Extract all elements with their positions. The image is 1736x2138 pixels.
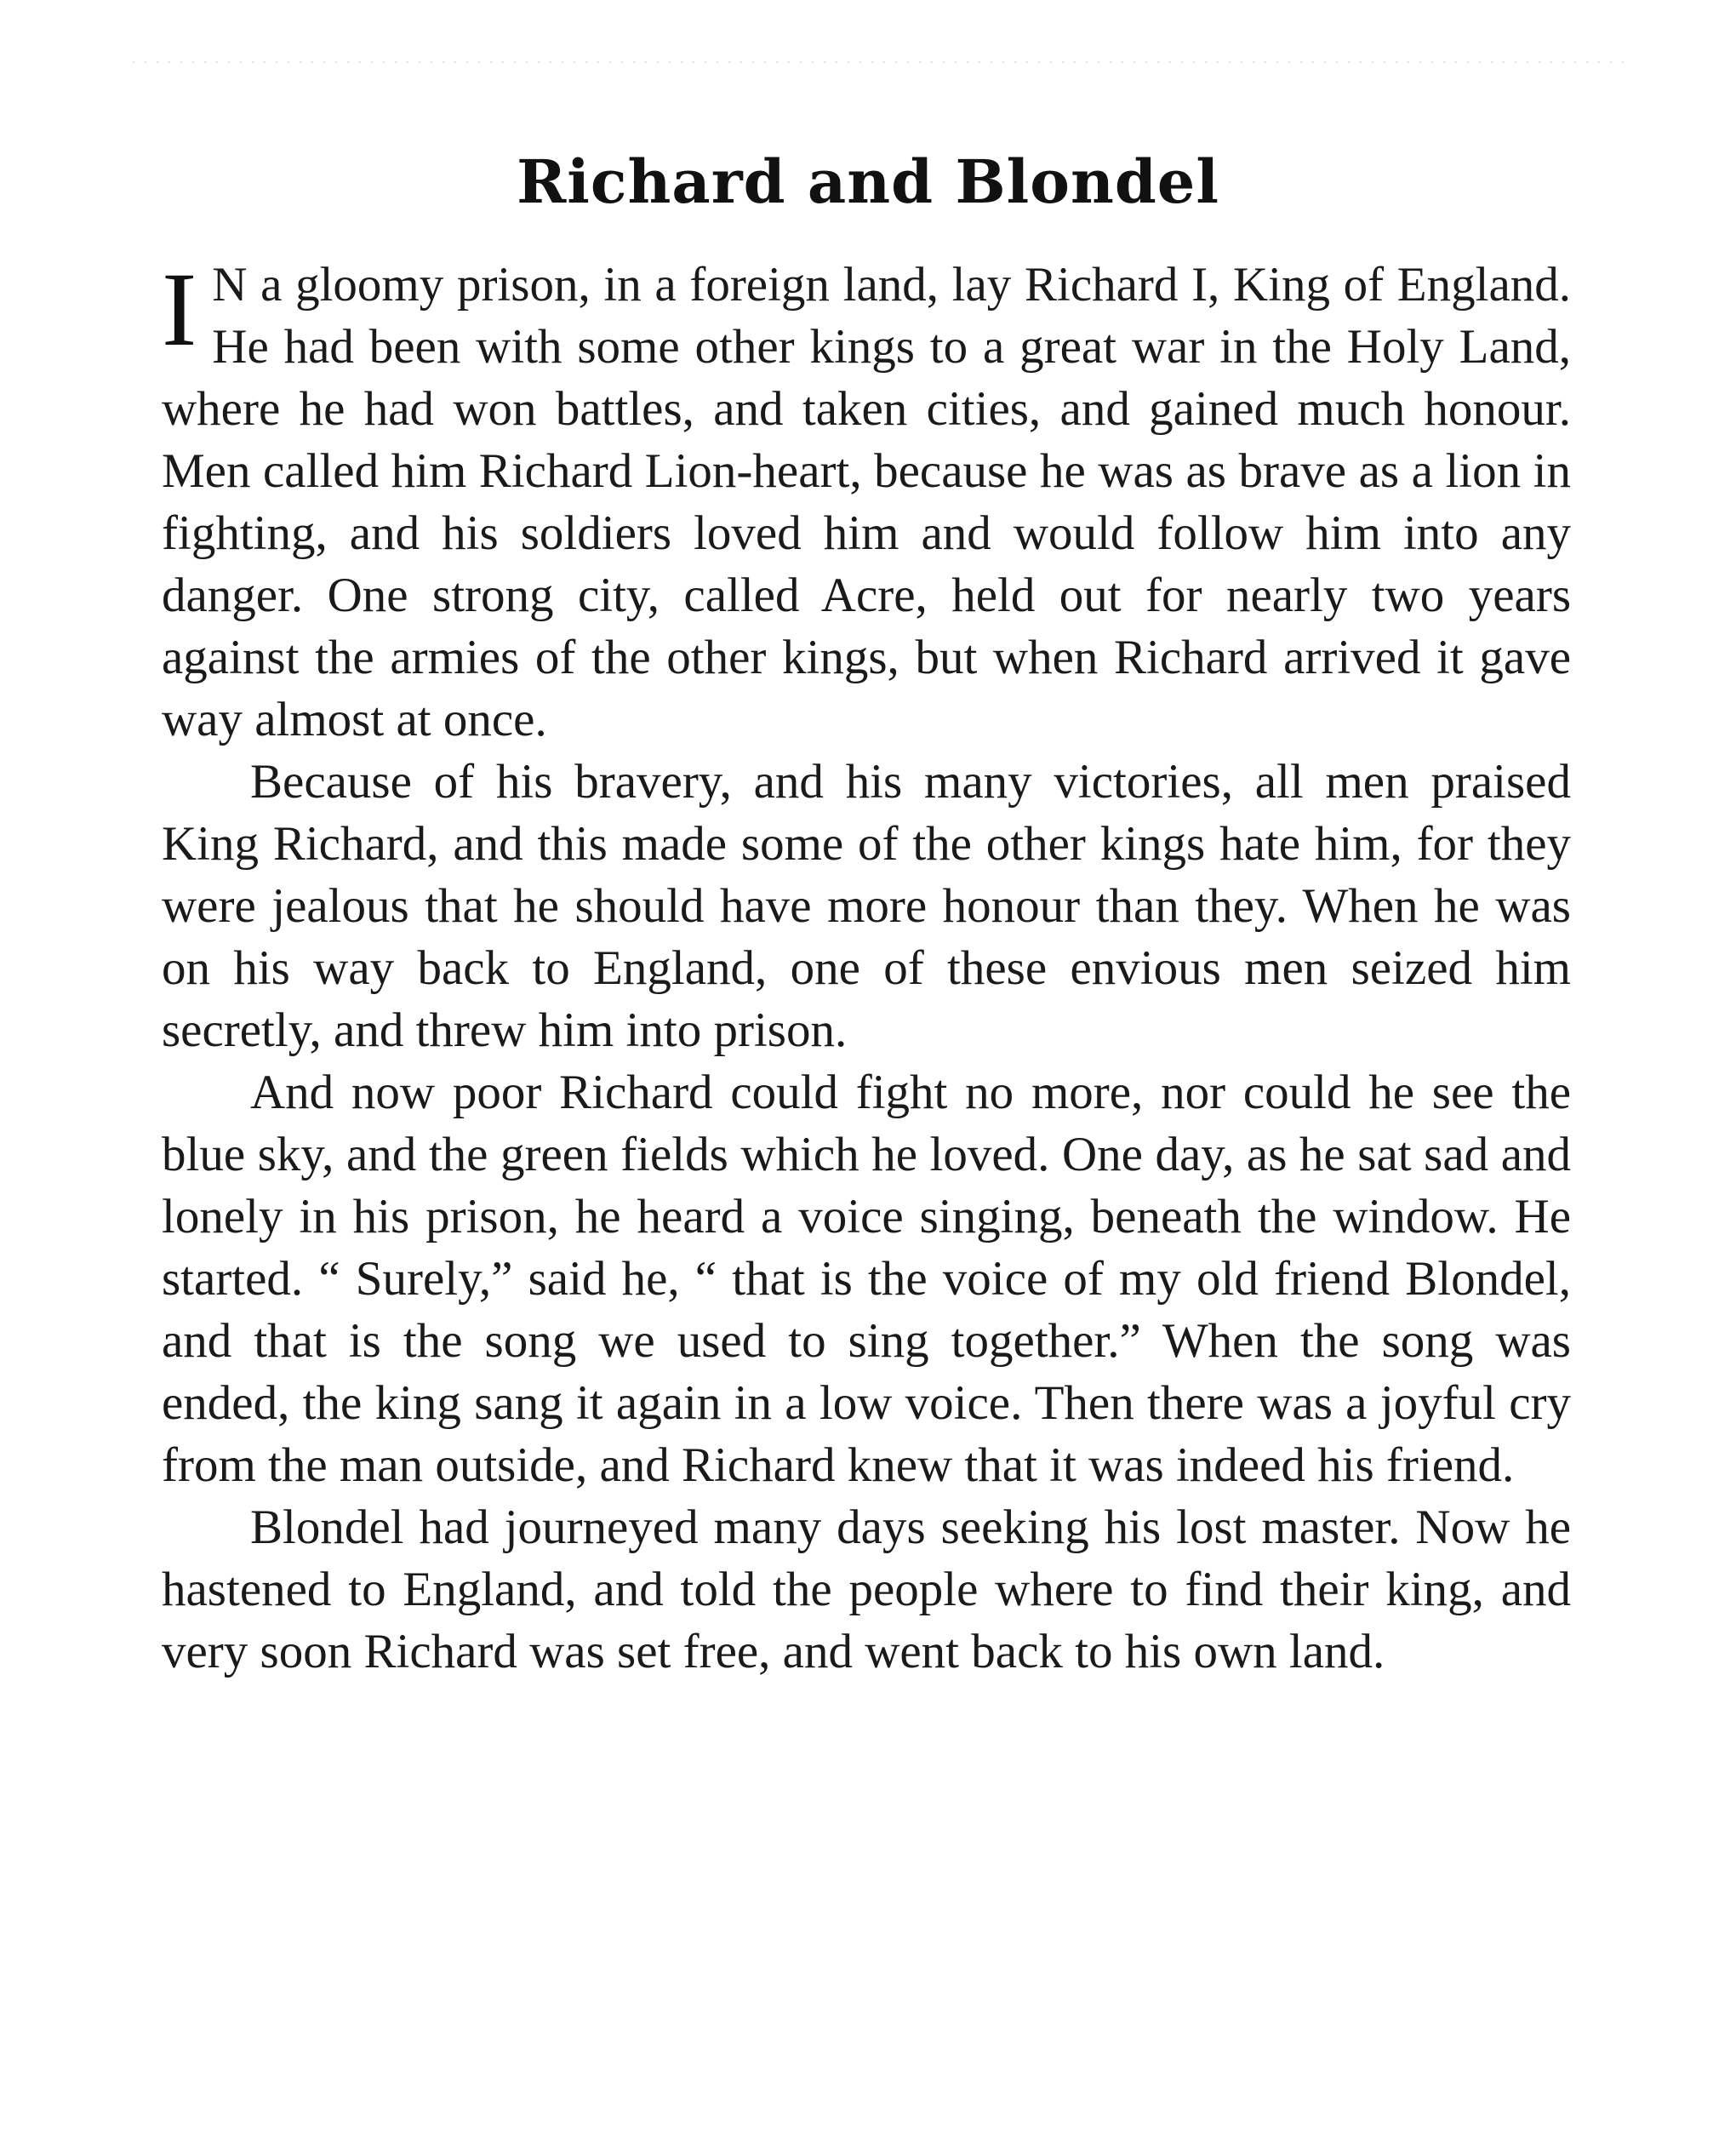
paragraph-3: And now poor Richard could fight no more, nor could he see the blue sky, and the green fields which he loved. One day, as he sat sad and lonely in his prison, he heard a voice singing, beneath the window. He started. “ Surely,” said he, “ that is the voice of my old friend Blondel, and that is the song we used to sing together.” When the song was ended, the king sang it again in a low voice. Then there was a joyful cry from the man outside, and Richard knew that it was indeed his friend. (162, 1066, 1571, 1492)
paragraph-4: Blondel had journeyed many days seeking his lost master. Now he hastened to England, and told the people where to find their king, and very soon Richard was set free, and went back to his own land. (162, 1501, 1571, 1678)
paragraph-2: Because of his bravery, and his many victories, all men praised King Richard, and this made some of the other kings hate him, for they were jealous that he should have more honour than they. When he was on his way back to England, one of these envious men seized him secretly, and threw him into prison. (162, 755, 1571, 1057)
story-body (162, 251, 1571, 1683)
drop-cap: I (162, 251, 197, 368)
scan-noise-line (128, 60, 1625, 65)
story-title: Richard and Blondel (517, 146, 1219, 217)
paragraph-1 (162, 251, 1571, 751)
paragraph-1-text: N a gloomy prison, in a foreign land, lay Richard I, King of England. He had been with some other kings to a great war in the Holy Land, where he had won battles, and taken cities, and gained much honour. Men called him Richard Lion-heart, because he was as brave as a lion in fighting, and his soldiers loved him and would follow him into any danger. One strong city, called Acre, held out for nearly two years against the armies of the other kings, but when Richard arrived it gave way almost at once. (162, 258, 1571, 746)
